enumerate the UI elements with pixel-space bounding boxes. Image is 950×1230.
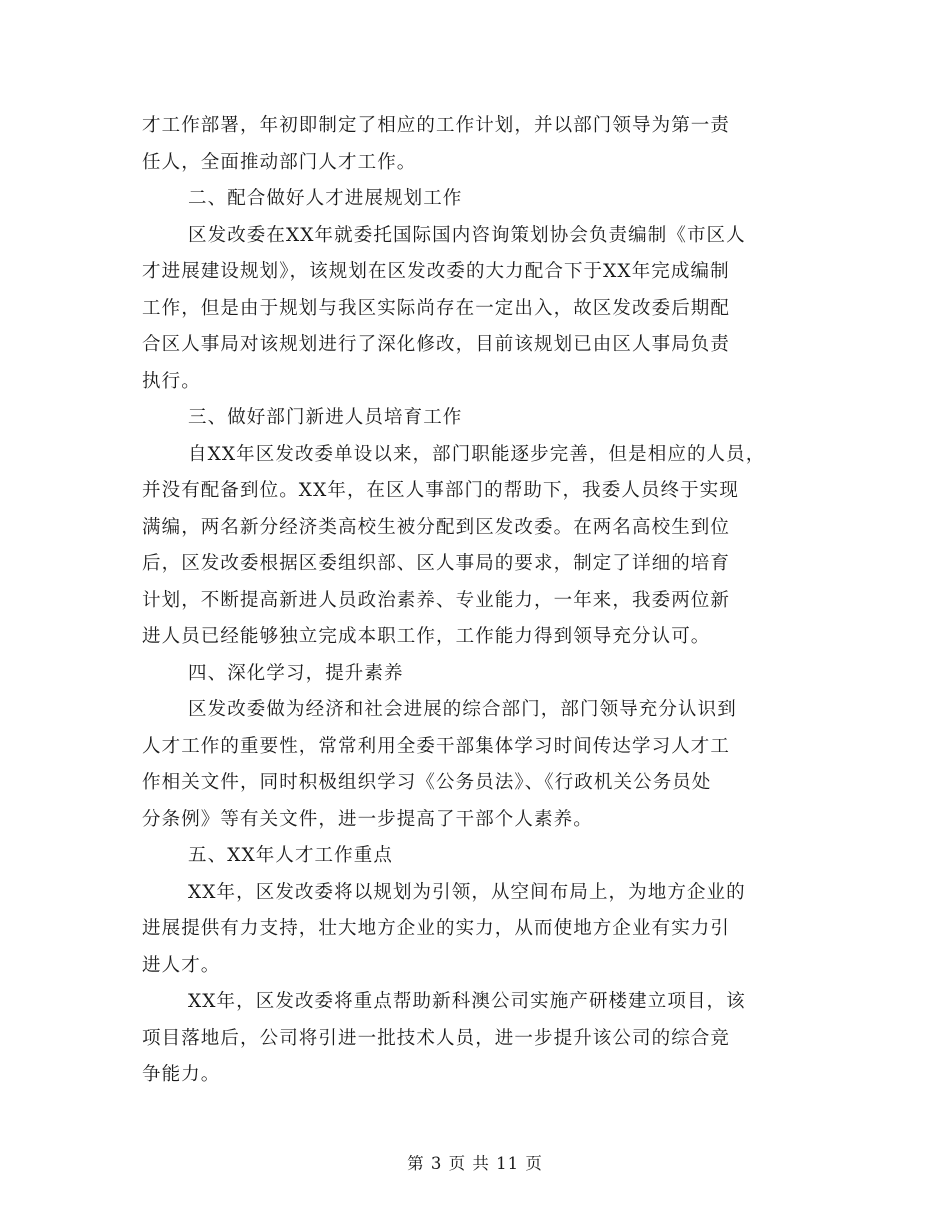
text-line: 项目落地后，公司将引进一批技术人员，进一步提升该公司的综合竞 — [142, 1027, 731, 1049]
text-line: XX年，区发改委将以规划为引领，从空间布局上，为地方企业的 — [188, 881, 746, 903]
text-line: 合区人事局对该规划进行了深化修改，目前该规划已由区人事局负责 — [142, 334, 731, 355]
text-line: 区发改委在XX年就委托国际国内咨询策划协会负责编制《市区人 — [188, 224, 746, 246]
text-line: 执行。 — [142, 370, 201, 392]
text-line: 进人员已经能够独立完成本职工作，工作能力得到领导充分认可。 — [142, 626, 711, 647]
text-line: 才进展建设规划》，该规划在区发改委的大力配合下于XX年完成编制 — [142, 261, 730, 282]
text-line: 分条例》等有关文件，进一步提高了干部个人素养。 — [142, 808, 593, 830]
section-heading: 二、配合做好人才进展规划工作 — [188, 188, 463, 209]
text-line: 进人才。 — [142, 954, 221, 976]
body-text — [142, 108, 822, 1094]
page-number-footer: 第 3 页 共 11 页 — [407, 1154, 543, 1173]
section-heading: 五、XX年人才工作重点 — [188, 845, 393, 866]
text-line: 任人，全面推动部门人才工作。 — [142, 151, 417, 173]
section-heading: 四、深化学习，提升素养 — [188, 662, 404, 684]
text-line: 自XX年区发改委单设以来，部门职能逐步完善，但是相应的人员， — [188, 443, 766, 465]
text-line: 作相关文件，同时积极组织学习《公务员法》、《行政机关公务员处 — [142, 772, 712, 793]
text-line: 满编，两名新分经济类高校生被分配到区发改委。在两名高校生到位 — [142, 516, 731, 538]
text-line: 并没有配备到位。XX年，在区人事部门的帮助下，我委人员终于实现 — [142, 480, 739, 501]
text-line: 计划，不断提高新进人员政治素养、专业能力，一年来，我委两位新 — [142, 589, 731, 611]
text-line: XX年，区发改委将重点帮助新科澳公司实施产研楼建立项目，该 — [188, 991, 746, 1012]
text-line: 进展提供有力支持，壮大地方企业的实力，从而使地方企业有实力引 — [142, 918, 731, 939]
text-line: 争能力。 — [142, 1064, 221, 1085]
text-line: 才工作部署，年初即制定了相应的工作计划，并以部门领导为第一责 — [142, 115, 731, 136]
section-heading: 三、做好部门新进人员培育工作 — [188, 407, 463, 428]
text-line: 人才工作的重要性，常常利用全委干部集体学习时间传达学习人才工 — [142, 735, 731, 757]
text-line: 区发改委做为经济和社会进展的综合部门，部门领导充分认识到 — [188, 699, 737, 720]
text-line: 工作，但是由于规划与我区实际尚存在一定出入，故区发改委后期配 — [142, 297, 731, 319]
text-line: 后，区发改委根据区委组织部、区人事局的要求，制定了详细的培育 — [142, 553, 731, 574]
